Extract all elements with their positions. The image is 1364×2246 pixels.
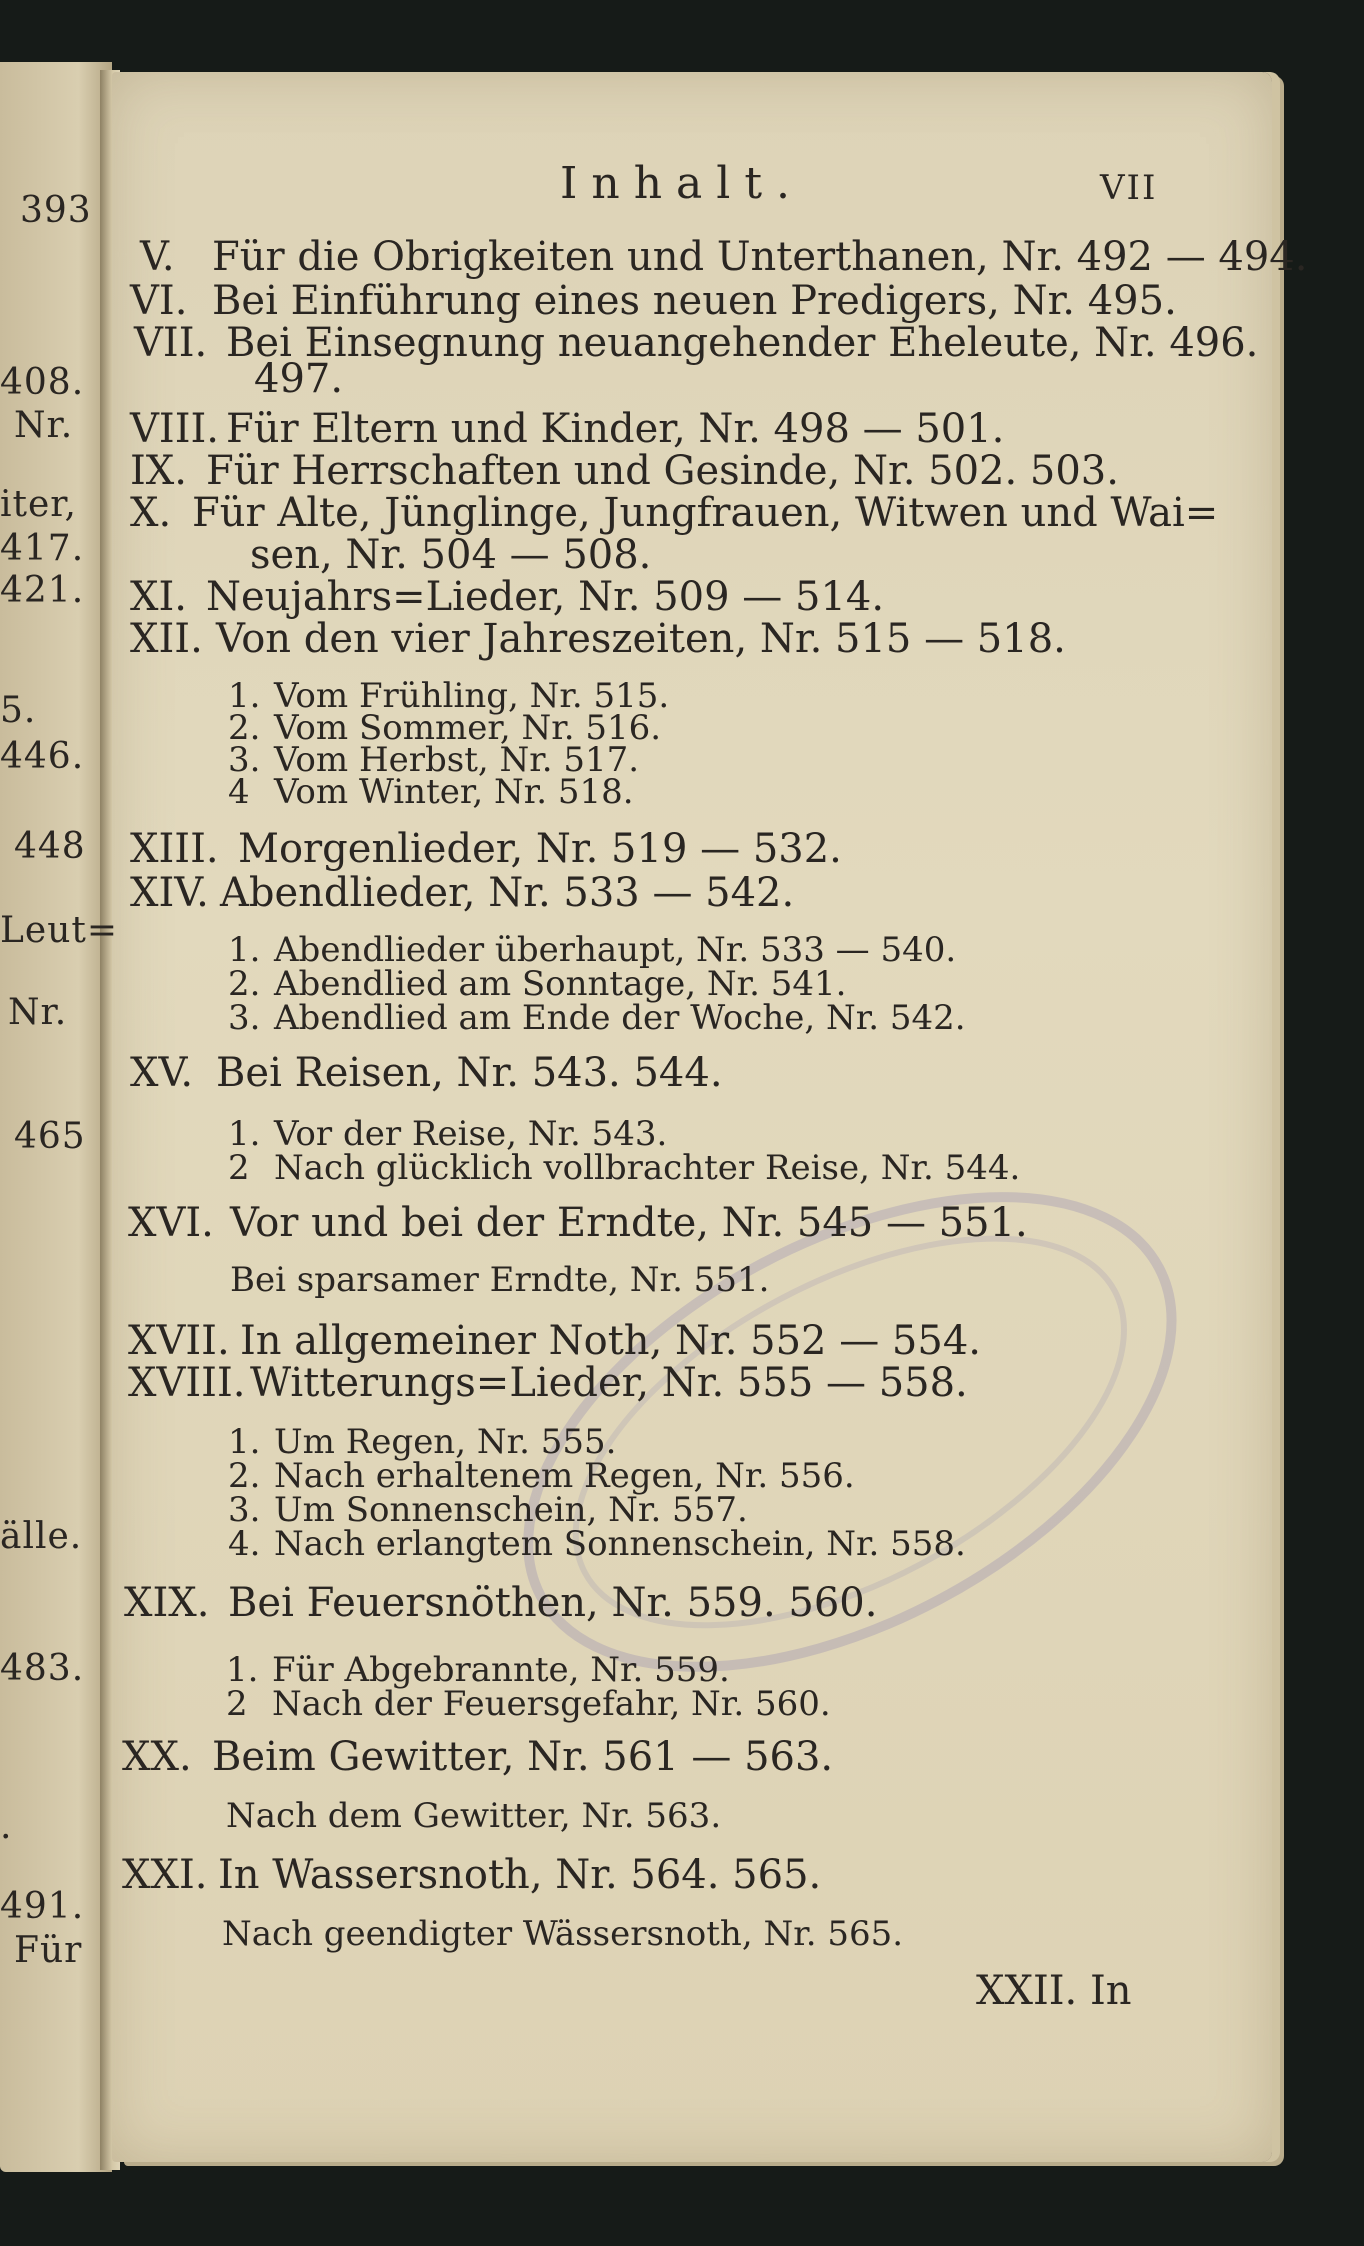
entry-text: Morgenlieder, Nr. 519 — 532. [238,826,842,872]
margin-fragment: . [0,1806,13,1847]
entry-number: 2. [228,708,261,748]
margin-fragment: 448 [14,826,86,867]
entry-number: XX. [122,1734,192,1780]
entry-text: Abendlied am Ende der Woche, Nr. 542. [274,998,966,1038]
toc-entry [128,1360,968,1406]
entry-text: Für Eltern und Kinder, Nr. 498 — 501. [226,406,1005,452]
entry-text: Für Alte, Jünglinge, Jungfrauen, Witwen und Wai= [192,490,1219,536]
toc-entry [124,1580,877,1626]
margin-fragment: 483. [0,1648,85,1689]
margin-fragment: 465 [14,1116,86,1157]
margin-fragment: 421. [0,570,85,611]
margin-fragment: 5. [0,690,37,731]
entry-number: 4 [228,772,250,812]
entry-text: Um Sonnenschein, Nr. 557. [274,1490,748,1530]
entry-number: XIV. [130,870,209,916]
entry-number: 1. [228,676,261,716]
entry-number: XIII. [130,826,219,872]
entry-text: Bei Feuersnöthen, Nr. 559. 560. [228,1580,878,1626]
toc-entry [130,406,1004,452]
entry-number: 2. [228,964,261,1004]
toc-entry [250,532,651,578]
page-number: VII [1100,168,1158,208]
toc-entry [122,1734,833,1780]
entry-text: Vom Herbst, Nr. 517. [274,740,640,780]
entry-number: XI. [130,574,187,620]
entry-number: 2 [226,1684,248,1724]
page-title: Inhalt. [559,158,805,209]
entry-number: XVII. [128,1318,230,1364]
entry-text: Vor der Reise, Nr. 543. [274,1114,668,1154]
toc-entry [128,1200,1028,1246]
margin-fragment: 393 [20,190,92,231]
entry-number: 2. [228,1456,261,1496]
entry-number: XV. [130,1050,194,1096]
toc-subentry [228,1524,966,1564]
margin-fragment: Leut= [0,910,119,951]
entry-text: Nach dem Gewitter, Nr. 563. [226,1796,722,1836]
entry-text: Für Herrschaften und Gesinde, Nr. 502. 503. [206,448,1119,494]
entry-number: VIII. [130,406,220,452]
entry-number: 3. [228,740,261,780]
toc-subentry [230,1260,769,1300]
entry-text: Neujahrs=Lieder, Nr. 509 — 514. [206,574,885,620]
entry-text: Bei sparsamer Erndte, Nr. 551. [230,1260,770,1300]
catchword: XXII. In [976,1968,1132,2014]
margin-fragment: 491. [0,1886,85,1927]
entry-number: 1. [228,1422,261,1462]
toc-entry [130,826,842,872]
entry-number: 1. [228,930,261,970]
entry-text: In allgemeiner Noth, Nr. 552 — 554. [240,1318,981,1364]
margin-fragment: iter, [0,484,77,525]
margin-fragment: 408. [0,362,85,403]
entry-number: XVIII. [128,1360,246,1406]
entry-number: V. [140,234,175,280]
entry-text: Abendlieder überhaupt, Nr. 533 — 540. [274,930,957,970]
entry-text: Nach glücklich vollbrachter Reise, Nr. 544. [274,1148,1021,1188]
toc-subentry [226,1684,831,1724]
toc-entry [130,574,884,620]
toc-entry [130,1050,723,1096]
toc-entry [128,1318,981,1364]
entry-text: Vom Frühling, Nr. 515. [274,676,670,716]
entry-number: 4. [228,1524,261,1564]
toc-entry [140,234,1307,280]
entry-number: XII. [130,616,203,662]
entry-text: Bei Einführung eines neuen Predigers, Nr. 495. [212,278,1177,324]
entry-number: XIX. [124,1580,210,1626]
entry-number: X. [130,490,172,536]
margin-fragment: 417. [0,528,85,569]
entry-text: 497. [254,356,344,402]
toc-entry [130,278,1177,324]
entry-text: Vom Sommer, Nr. 516. [274,708,662,748]
margin-fragment: Für [14,1930,83,1971]
entry-number: 2 [228,1148,250,1188]
toc-subentry [228,772,634,812]
entry-text: Beim Gewitter, Nr. 561 — 563. [212,1734,834,1780]
entry-text: Bei Reisen, Nr. 543. 544. [216,1050,723,1096]
toc-entry [130,490,1218,536]
entry-text: Nach geendigter Wässersnoth, Nr. 565. [222,1914,904,1954]
entry-text: Für Abgebrannte, Nr. 559. [272,1650,730,1690]
entry-text: Für die Obrigkeiten und Unterthanen, Nr. 492 — 494. [212,234,1308,280]
toc-subentry [226,1796,721,1836]
entry-number: IX. [130,448,187,494]
margin-fragment: älle. [0,1516,83,1557]
entry-text: Nach erhaltenem Regen, Nr. 556. [274,1456,855,1496]
entry-text: Abendlied am Sonntage, Nr. 541. [274,964,847,1004]
entry-text: Vom Winter, Nr. 518. [274,772,634,812]
entry-number: XVI. [128,1200,214,1246]
entry-text: Vor und bei der Erndte, Nr. 545 — 551. [230,1200,1028,1246]
entry-number: 3. [228,998,261,1038]
entry-text: Abendlieder, Nr. 533 — 542. [220,870,795,916]
entry-text: Um Regen, Nr. 555. [274,1422,617,1462]
entry-number: 1. [226,1650,259,1690]
entry-text: In Wassersnoth, Nr. 564. 565. [218,1852,822,1898]
toc-entry [122,1852,821,1898]
toc-entry [130,870,794,916]
entry-text: Witterungs=Lieder, Nr. 555 — 558. [250,1360,968,1406]
toc-subentry [228,1148,1020,1188]
margin-fragment: Nr. [8,992,68,1033]
entry-text: Bei Einsegnung neuangehender Eheleute, Nr. 496. [226,320,1259,366]
entry-number: 3. [228,1490,261,1530]
toc-entry [130,448,1119,494]
toc-subentry [222,1914,903,1954]
margin-fragment: Nr. [14,405,74,446]
entry-number: VI. [130,278,188,324]
entry-text: Nach der Feuersgefahr, Nr. 560. [272,1684,831,1724]
margin-fragment: 446. [0,736,85,777]
toc-entry [254,356,343,402]
entry-number: VII. [134,320,208,366]
entry-text: sen, Nr. 504 — 508. [250,532,652,578]
toc-subentry [228,998,966,1038]
toc-entry [130,616,1066,662]
entry-number: XXI. [122,1852,208,1898]
entry-number: 1. [228,1114,261,1154]
entry-text: Von den vier Jahreszeiten, Nr. 515 — 518. [216,616,1066,662]
entry-text: Nach erlangtem Sonnenschein, Nr. 558. [274,1524,966,1564]
